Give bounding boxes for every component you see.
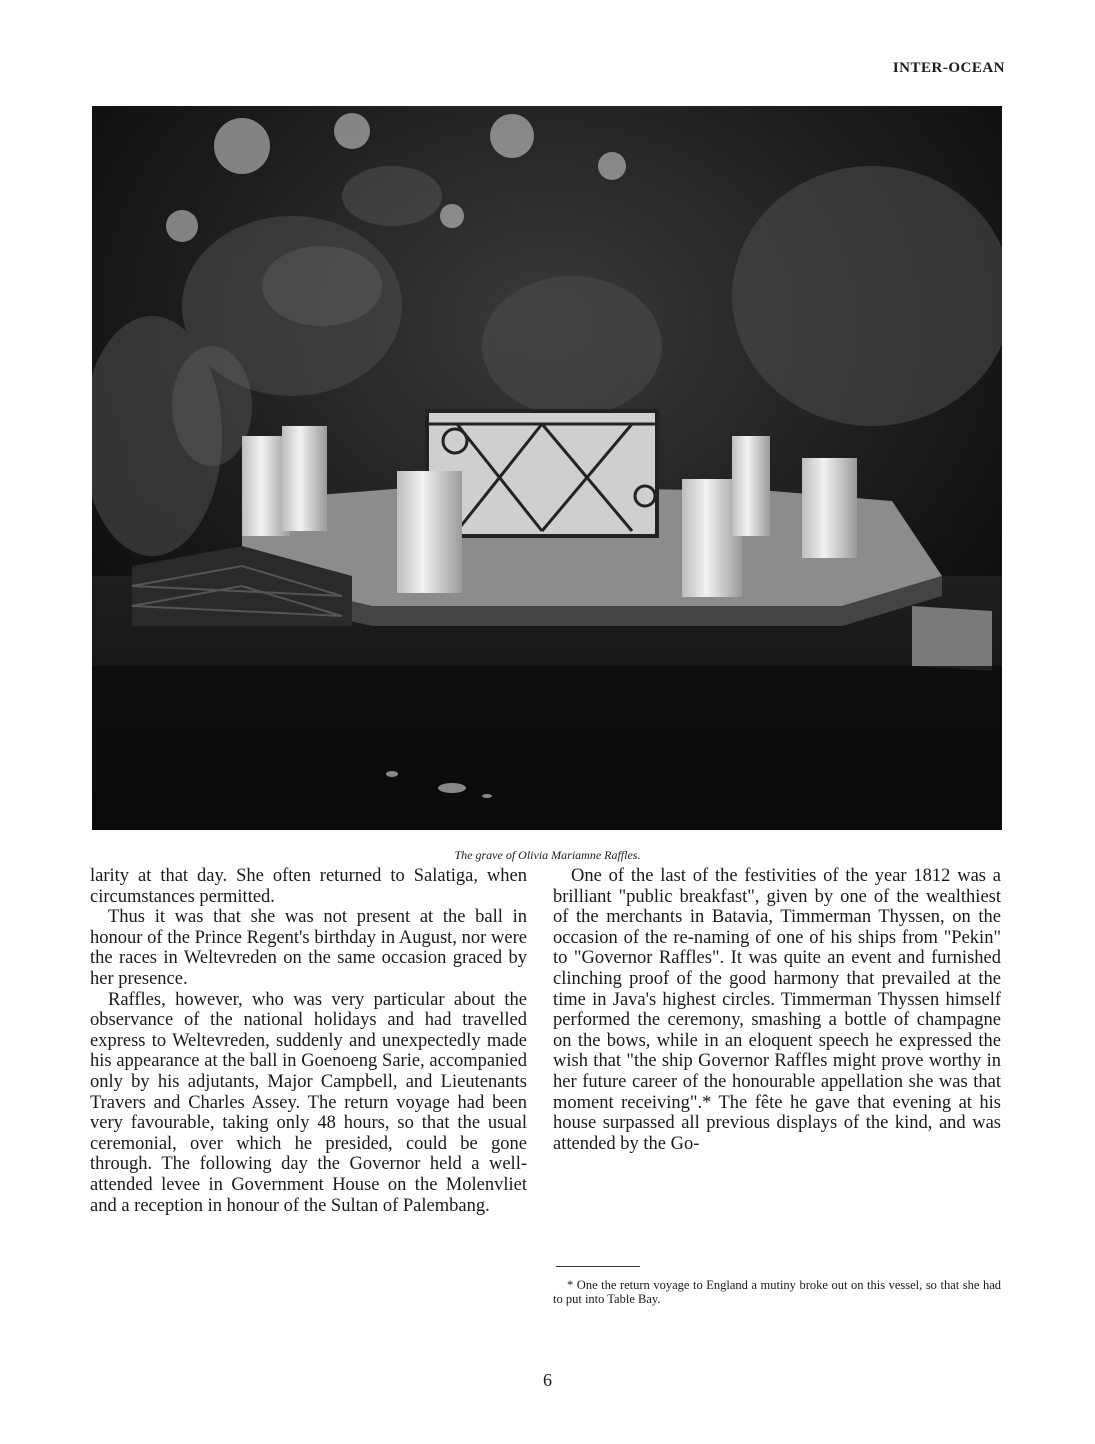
footnote [553,1278,1001,1306]
right-paragraph-1: One of the last of the festivities of the year 1812 was a brilliant "public breakfast", given by one of the wealthiest of the merchants in Batavia, Timmerman Thyssen, on the occasion of the re-naming of one of his ships from "Pekin" to "Governor Raffles". It was quite an event and furnished clinching proof of the good harmony that prevailed at the time in Java's highest circles. Timmerman Thyssen himself performed the ceremony, smashing a bottle of champagne on the bows, while in an eloquent speech he expressed the wish that "the ship Governor Raffles might prove worthy in her future career of the honourable appellation she was that moment receiving".* The fête he gave that evening at his house surpassed all previous displays of the kind, and was attended by the Go- [553,866,1001,1154]
page-number: 6 [543,1370,552,1390]
right-text-column [553,866,1001,1154]
running-title: INTER-OCEAN [892,60,1005,76]
grave-photograph [92,106,1002,830]
left-paragraph-3: Raffles, however, who was very particular about the observance of the national holidays and had travelled express to Weltevreden, suddenly and unexpectedly made his appearance at the ball in Goenoeng Sarie, accompanied only by his adjutants, Major Campbell, and Lieutenants Travers and Charles Assey. The return voyage had been very favourable, taking only 48 hours, so that the usual ceremonial, over which he presided, could be gone through. The following day the Governor held a well-attended levee in Government House on the Molenvliet and a reception in honour of the Sultan of Palembang. [90,989,527,1216]
left-paragraph-2: Thus it was that she was not present at the ball in honour of the Prince Regent's birthday in August, nor were the races in Weltevreden on the same occasion graced by her presence. [90,907,527,989]
left-text-column [90,866,527,1216]
left-paragraph-1: larity at that day. She often returned to Salatiga, when circumstances permitted. [90,866,527,907]
footnote-divider [556,1266,640,1267]
footnote-text: * One the return voyage to England a mutiny broke out on this vessel, so that she had to put into Table Bay. [553,1278,1001,1306]
figure-caption: The grave of Olivia Mariamne Raffles. [454,848,641,862]
